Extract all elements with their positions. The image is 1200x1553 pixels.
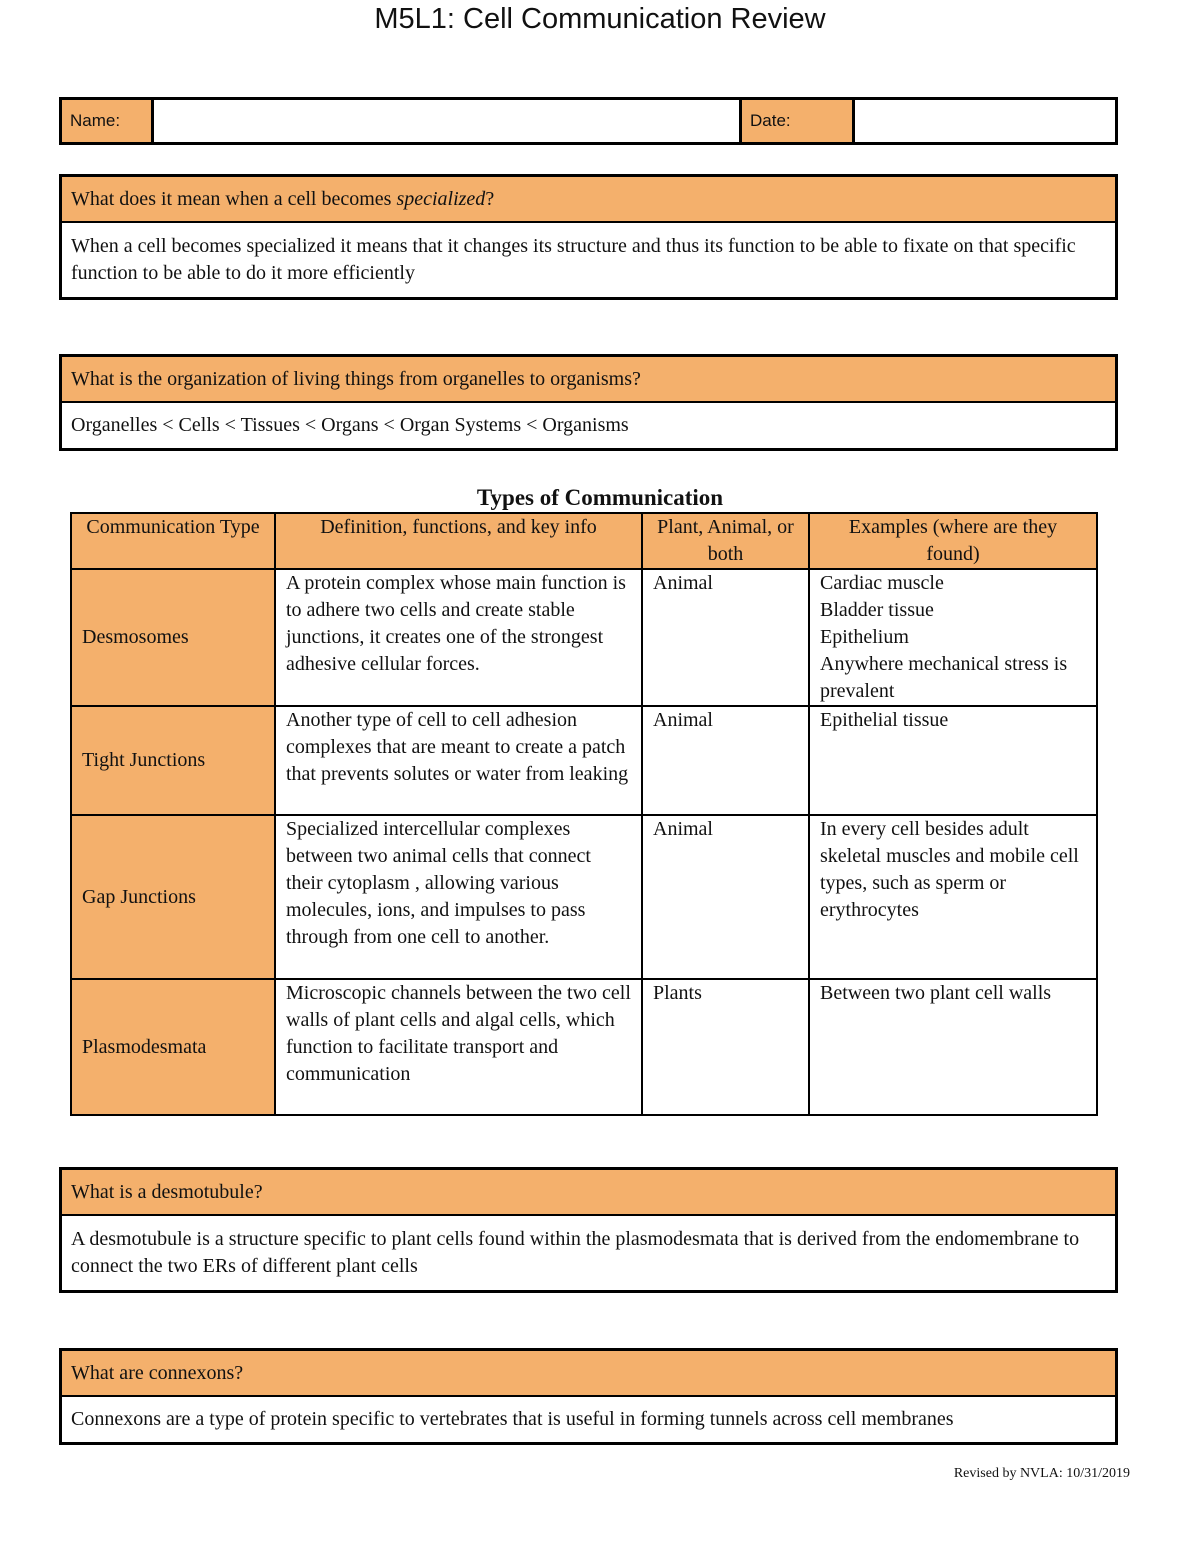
definition-cell: A protein complex whose main function is to adhere two cells and create stable junctions, it creates one of the strongest adhesive cellular forces. (275, 569, 642, 706)
name-field[interactable] (154, 100, 742, 142)
type-cell: Desmosomes (71, 569, 275, 706)
answer-connexons: Connexons are a type of protein specific to vertebrates that is useful in forming tunnels across cell membranes (71, 1408, 954, 1430)
table-row (71, 979, 1097, 1115)
revision-note: Revised by NVLA: 10/31/2019 (953, 1466, 1130, 1481)
type-cell: Tight Junctions (71, 706, 275, 815)
question-specialized (62, 177, 1115, 223)
example-item: Epithelial tissue (820, 709, 949, 731)
question-desmotubule: What is a desmotubule? (62, 1170, 1115, 1216)
header-organism: Plant, Animal, or both (642, 513, 809, 569)
question-text: What does it mean when a cell becomes specialized? (71, 187, 495, 210)
question-connexons: What are connexons? (62, 1351, 1115, 1397)
answer-desmotubule: A desmotubule is a structure specific to plant cells found within the plasmodesmata that is derived from the endomembrane to connect the two ERs of different plant cells (71, 1228, 1080, 1277)
organism-cell: Plants (642, 979, 809, 1115)
definition-cell: Microscopic channels between the two cell walls of plant cells and algal cells, which function to facilitate transport and communication (275, 979, 642, 1115)
organism-cell: Animal (642, 569, 809, 706)
question-box-specialized (59, 174, 1118, 300)
question-box-connexons (59, 1348, 1118, 1445)
question-organization: What is the organization of living things from organelles to organisms? (62, 357, 1115, 403)
example-item: Between two plant cell walls (820, 982, 1052, 1004)
organism-cell: Animal (642, 706, 809, 815)
header-examples: Examples (where are they found) (809, 513, 1097, 569)
table-header-row (71, 513, 1097, 569)
example-item: Epithelium (820, 626, 909, 648)
name-label: Name: (62, 100, 154, 142)
communication-table (70, 512, 1098, 1116)
table-title: Types of Communication (476, 485, 724, 510)
answer-specialized: When a cell becomes specialized it means that it changes its structure and thus its function to be able to fixate on that specific function to be able to do it more efficiently (71, 235, 1076, 284)
organism-cell: Animal (642, 815, 809, 979)
answer-organization: Organelles < Cells < Tissues < Organs < Organ Systems < Organisms (71, 414, 629, 436)
table-row (71, 569, 1097, 706)
header-type: Communication Type (71, 513, 275, 569)
example-item: Cardiac muscle (820, 572, 944, 594)
date-field[interactable] (855, 100, 1115, 142)
definition-cell: Another type of cell to cell adhesion complexes that are meant to create a patch that prevents solutes or water from leaking (275, 706, 642, 815)
page-title: M5L1: Cell Communication Review (374, 3, 826, 35)
definition-cell: Specialized intercellular complexes between two animal cells that connect their cytoplasm , allowing various molecules, ions, and impulses to pass through from one cell to another. (275, 815, 642, 979)
name-date-bar (59, 97, 1118, 145)
question-box-organization (59, 354, 1118, 451)
examples-cell (809, 979, 1097, 1115)
type-cell: Gap Junctions (71, 815, 275, 979)
examples-cell (809, 569, 1097, 706)
examples-cell (809, 706, 1097, 815)
examples-cell (809, 815, 1097, 979)
example-item: Anywhere mechanical stress is prevalent (820, 653, 1068, 702)
date-label: Date: (742, 100, 855, 142)
table-row (71, 815, 1097, 979)
table-row (71, 706, 1097, 815)
header-definition: Definition, functions, and key info (275, 513, 642, 569)
question-box-desmotubule (59, 1167, 1118, 1293)
type-cell: Plasmodesmata (71, 979, 275, 1115)
example-item: Bladder tissue (820, 599, 934, 621)
example-item: In every cell besides adult skeletal muscles and mobile cell types, such as sperm or erythrocytes (820, 818, 1079, 921)
